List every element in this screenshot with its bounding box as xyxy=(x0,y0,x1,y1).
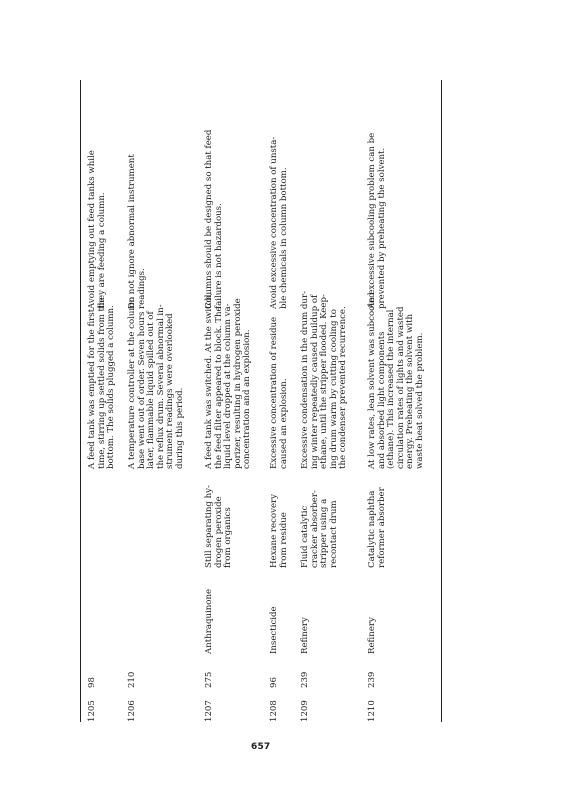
reference-number: 239 xyxy=(367,671,377,688)
case-number: 1208 xyxy=(269,700,279,722)
lesson-learned: An excessive subcooling problem can be prevented by preheating the solvent. xyxy=(367,132,387,309)
process-unit: Catalytic naphtha reformer absorber xyxy=(367,487,387,568)
case-number: 1207 xyxy=(204,700,214,722)
incident-description: At low rates, lean solvent was subcooled and absorbed light components (ethane). This increased the internal circulation rates of lights and wasted energy. Preheating the solvent with waste heat solved the problem. xyxy=(367,292,425,469)
process-unit: Fluid catalytic cracker absorber- stripper using a recontact drum xyxy=(300,490,339,568)
case-history-table xyxy=(80,80,455,722)
case-number: 1205 xyxy=(87,700,97,722)
industry: Anthraquinone xyxy=(204,588,214,654)
industry: Refinery xyxy=(300,617,310,654)
industry: Refinery xyxy=(367,617,377,654)
incident-description: A feed tank was switched. At the switch, the feed filter appeared to block. The liquid level dropped at the column va- porizer, resulting in hydrogen peroxide concentration and an explosion. xyxy=(204,292,253,469)
incident-description: A feed tank was emptied for the first time, stirring up settled solids from the bottom. The solids plugged a column. xyxy=(87,297,117,469)
reference-number: 96 xyxy=(269,677,279,688)
page-number: 657 xyxy=(251,742,271,752)
industry: Insecticide xyxy=(269,606,279,654)
lesson-learned: Do not ignore abnormal instrument readings. xyxy=(127,154,147,309)
process-unit: Hexane recovery from residue xyxy=(269,494,289,568)
process-unit: Still separating hy- drogen peroxide from organics xyxy=(204,485,234,568)
lesson-learned: Avoid emptying out feed tanks while they are feeding a column. xyxy=(87,150,107,309)
reference-number: 239 xyxy=(300,671,310,688)
reference-number: 275 xyxy=(204,671,214,688)
case-number: 1206 xyxy=(127,700,137,722)
table-bottom-rule xyxy=(441,80,442,722)
reference-number: 98 xyxy=(87,677,97,688)
lesson-learned: Avoid excessive concentration of unsta- ble chemicals in column bottom. xyxy=(269,136,289,309)
incident-description: Excessive condensation in the drum dur- ing winter repeatedly caused buildup of ethane, until the stripper flooded. Keep- ing drum warm by cutting cooling to the condenser prevented recurrence. xyxy=(300,291,349,469)
case-number: 1210 xyxy=(367,700,377,722)
incident-description: A temperature controller at the column base went out of order. Seven hours later, flammable liquid spilled out of the reflux drum. Several abnormal in- strument readings were overlooked during this period. xyxy=(127,296,185,469)
case-number: 1209 xyxy=(300,700,310,722)
reference-number: 210 xyxy=(127,671,137,688)
table-top-rule xyxy=(80,80,81,722)
lesson-learned: Columns should be designed so that feed failure is not hazardous. xyxy=(204,129,224,309)
incident-description: Excessive concentration of residue caused an explosion. xyxy=(269,316,289,469)
